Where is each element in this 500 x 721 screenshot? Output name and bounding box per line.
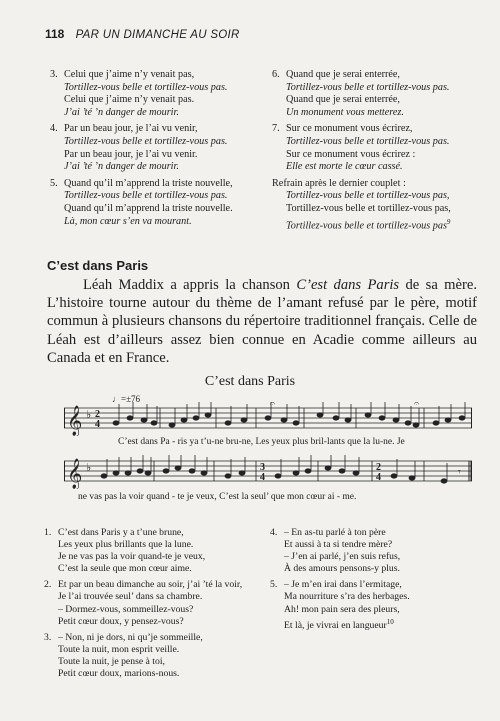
flat-icon: ♭ (86, 408, 92, 421)
stanza-number: 2. (44, 579, 52, 591)
intro-paragraph: Léah Maddix a appris la chanson C’est dans Paris de sa mère. L’histoire tourne autour du thème de l’amant refusé par le père, motif commun à plusieurs chansons du répertoire traditionnel français. Celle de Léah est d’ailleurs assez bien connue en Acadie comme ailleurs au Canada et en France. (47, 277, 477, 366)
svg-text:2: 2 (376, 462, 381, 473)
refrain-heading: Refrain après le dernier couplet : (272, 177, 406, 189)
section-title: C’est dans Paris (47, 258, 149, 273)
stanza-line: Un monument vous metterez. (286, 106, 404, 118)
stanza-4 (50, 123, 260, 173)
stanza-line: – Dormez-vous, sommeillez-vous? (58, 603, 194, 615)
stanza-line: – Je m’en irai dans l’ermitage, (284, 579, 402, 591)
stanza-line: Par un beau jour, je l’ai vu venir. (64, 148, 198, 160)
svg-text:4: 4 (95, 419, 100, 430)
stanza-line: J’ai ’té ’n danger de mourir. (64, 161, 179, 173)
stanza-number: 6. (272, 69, 280, 80)
stanza-line: Petit cœur doux, marions-nous. (58, 668, 180, 680)
stanza-line: Là, mon cœur s’en va mourant. (64, 215, 192, 227)
stanza-line: Les yeux plus brillants que la lune. (58, 539, 194, 551)
stanza-line: Quand que je serai enterrée, (286, 94, 400, 106)
stanza-number: 1. (44, 527, 52, 538)
stanza-line: Et aussi à ta si tendre mère? (284, 539, 393, 551)
stanza-line: Je l’ai trouvée seul’ dans sa chambre. (58, 591, 203, 603)
svg-text:4: 4 (260, 472, 265, 483)
stanza-line: Ma nourriture s’ra des herbages. (284, 591, 410, 603)
refrain-line: Tortillez-vous belle et tortillez-vous pas, (286, 202, 451, 214)
music-staff-2 (64, 455, 472, 489)
stanza-1 (44, 527, 266, 575)
lyrics-line-1: C’est dans Pa - ris ya t’u-ne bru-ne, Les yeux plus bril-lants que la lu-ne. Je (118, 437, 405, 447)
song-title: C’est dans Paris (204, 374, 296, 389)
stanza-line: Sur ce monument vous écrirez : (286, 148, 416, 160)
stanza-line: Par un beau jour, je l’ai vu venir, (64, 123, 198, 135)
stanza-line: Quand que je serai enterrée, (286, 69, 400, 80)
footnote-mark[interactable]: 9 (446, 217, 451, 226)
top-left-stanzas (50, 69, 260, 232)
svg-text:2: 2 (95, 409, 100, 420)
svg-text:3: 3 (260, 462, 265, 473)
rest-icon: 𝄾 (458, 467, 461, 478)
stanza-line: Sur ce monument vous écrirez, (286, 123, 413, 135)
stanza-line: À des amours pensons-y plus. (284, 563, 400, 575)
stanza-line: J’ai ’té ’n danger de mourir. (64, 106, 179, 118)
bottom-right-stanzas (270, 527, 476, 636)
refrain-line: Tortillez-vous belle et tortillez-vous pas$^9$ (286, 217, 451, 231)
svg-text:4: 4 (376, 472, 381, 483)
stanza-line: C’est la seule que mon cœur aime. (58, 563, 192, 575)
lyrics-line-2: ne vas pas la voir quand - te je veux, C’est la seul’ que mon cœur ai - me. (78, 492, 357, 502)
flat-icon: ♭ (86, 461, 92, 474)
stanza-line: Tortillez-vous belle et tortillez-vous pas. (64, 135, 228, 147)
stanza-line: Petit cœur doux, y pensez-vous? (58, 615, 184, 627)
stanza-number: 7. (272, 123, 280, 135)
stanza-number: 3. (44, 631, 52, 643)
stanza-line: Tortillez-vous belle et tortillez-vous pas. (286, 135, 450, 147)
stanza-2 (44, 579, 266, 627)
stanza-line: Je ne vas pas la voir quand-te je veux, (58, 551, 206, 563)
stanza-6 (272, 69, 482, 119)
stanza-line: Tortillez-vous belle et tortillez-vous pas. (64, 190, 228, 202)
bottom-left-stanzas (44, 527, 266, 684)
stanza-line: Quand qu’il m’apprend la triste nouvelle. (64, 202, 233, 214)
stanza-3-bottom (44, 632, 266, 680)
stanza-line: Tortillez-vous belle et tortillez-vous pas. (64, 81, 228, 93)
running-header (45, 27, 240, 41)
stanza-3 (50, 69, 260, 119)
top-right-stanzas (272, 69, 482, 233)
stanza-5-bottom (270, 579, 476, 632)
stanza-line: – Non, ni je dors, ni qu’je sommeille, (58, 631, 203, 643)
tempo-marking: ♩=±76 (112, 394, 141, 404)
refrain-line: Tortillez-vous belle et tortillez-vous pas, (286, 190, 450, 202)
stanza-line: – J’en ai parlé, j’en suis refus, (284, 551, 401, 563)
stanza-line: – En as-tu parlé à ton père (284, 527, 386, 538)
stanza-number: 3. (50, 69, 58, 80)
stanza-line: Ah! mon pain sera des pleurs, (284, 603, 400, 615)
treble-clef-icon: 𝄞 (67, 459, 83, 489)
refrain (272, 178, 482, 233)
song-title-reference: C’est dans Paris (296, 277, 400, 293)
stanza-line: Tortillez-vous belle et tortillez-vous pas. (286, 81, 450, 93)
fermata-icon: 𝄐 (414, 402, 420, 409)
stanza-number: 5. (270, 579, 278, 591)
stanza-line: Toute la nuit, mon esprit veille. (58, 643, 180, 655)
stanza-5 (50, 178, 260, 228)
stanza-line: Elle est morte le cœur cassé. (286, 161, 403, 173)
music-staff-1 (64, 402, 472, 436)
page-number: 118 (45, 27, 65, 41)
stanza-4-bottom (270, 527, 476, 575)
stanza-line: Toute la nuit, je pense à toi, (58, 655, 165, 667)
running-title: PAR UN DIMANCHE AU SOIR (75, 29, 240, 41)
stanza-line: Quand qu’il m’apprend la triste nouvelle, (64, 177, 233, 189)
treble-clef-icon: 𝄞 (67, 406, 83, 436)
footnote-mark[interactable]: 10 (386, 617, 394, 626)
stanza-number: 4. (50, 123, 58, 135)
stanza-number: 5. (50, 177, 58, 189)
stanza-7 (272, 123, 482, 173)
stanza-number: 4. (270, 527, 278, 538)
stanza-line: Celui que j’aime n’y venait pas. (64, 94, 195, 106)
fermata-icon: 𝄐 (270, 402, 276, 409)
stanza-line: Celui que j’aime n’y venait pas, (64, 69, 195, 80)
stanza-line: Et par un beau dimanche au soir, j’ai ’té la voir, (58, 579, 243, 591)
stanza-line: C’est dans Paris y a t’une brune, (58, 527, 184, 538)
stanza-line: Et là, je vivrai en langueur$^{10}$ (284, 617, 394, 631)
